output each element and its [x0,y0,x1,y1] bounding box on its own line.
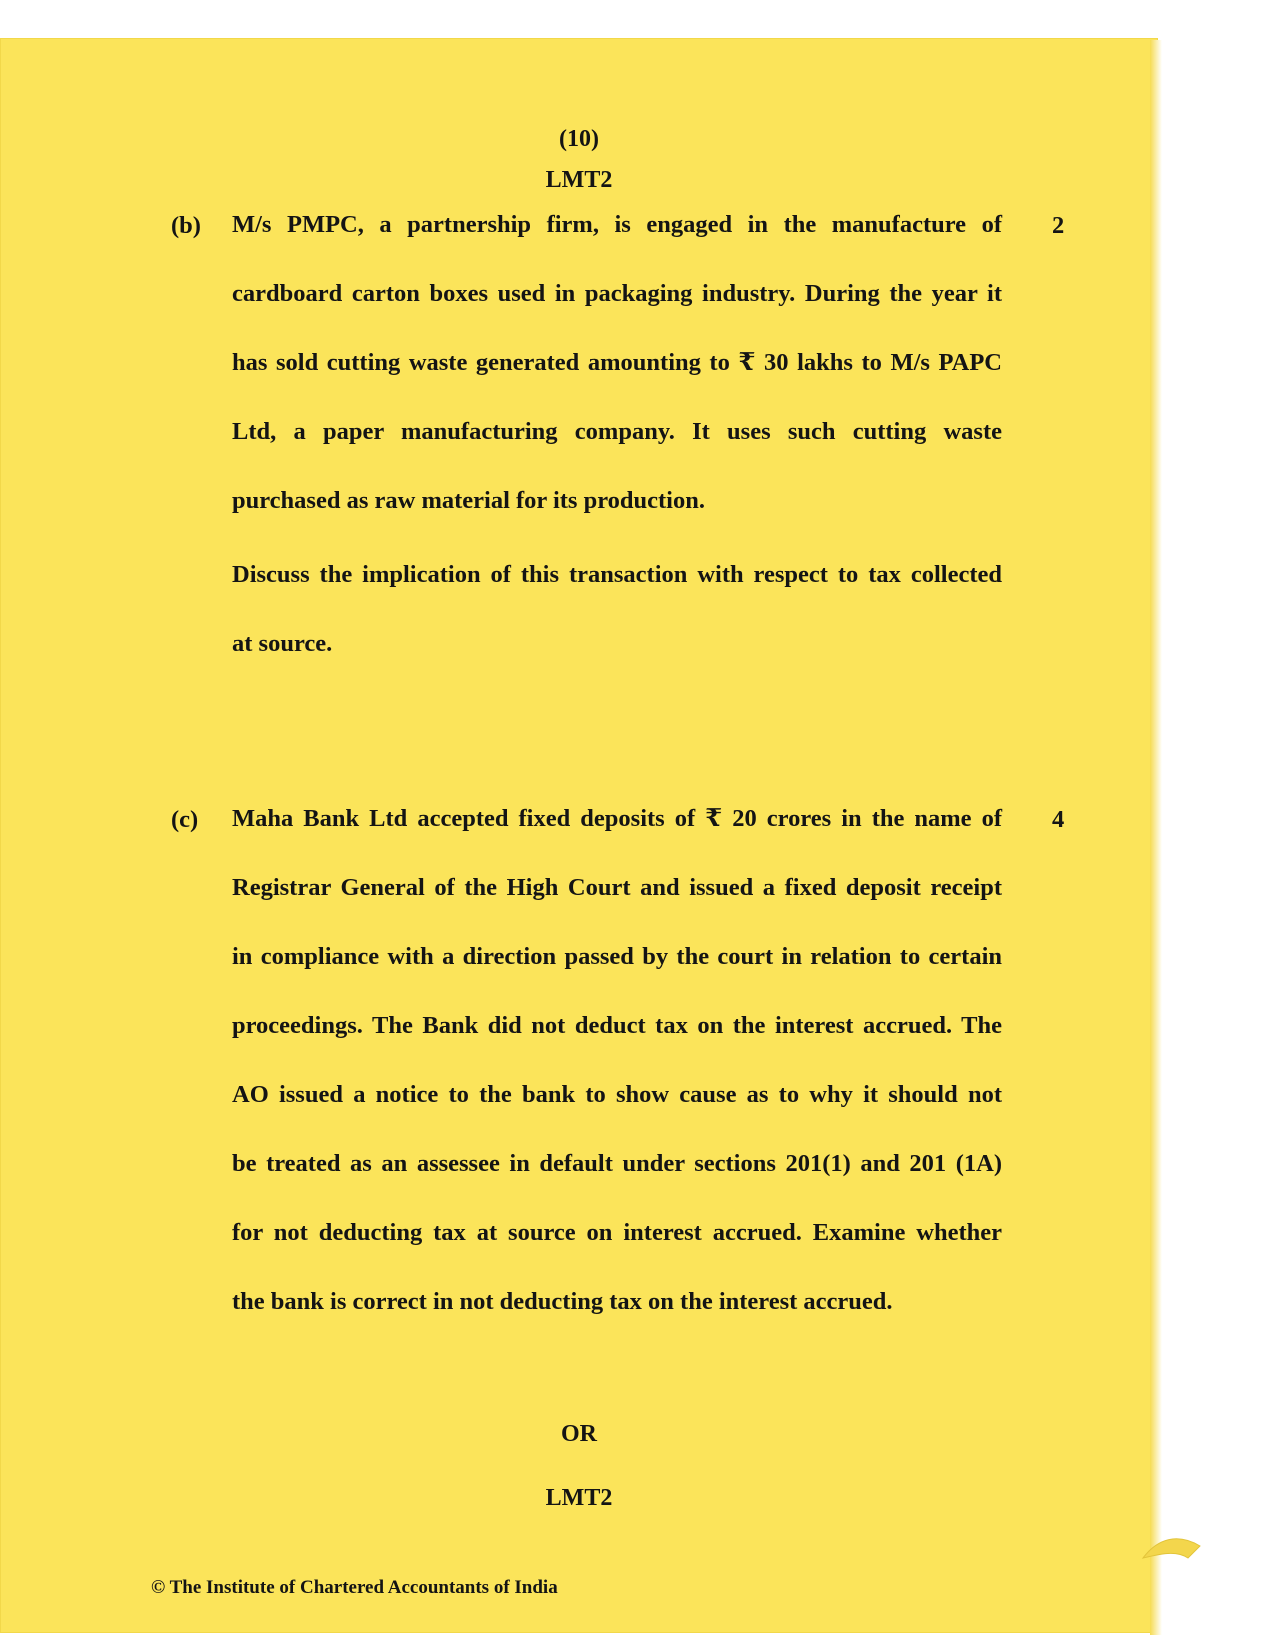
question-c-line: Maha Bank Ltd accepted fixed deposits of ₹ 20 crores in the name of [232,805,1002,832]
copyright-footer: © The Institute of Chartered Accountants of India [151,1577,558,1598]
question-c-line: in compliance with a direction passed by the court in relation to certain [232,943,1002,970]
question-b-discuss-line: at source. [232,630,333,657]
question-c-text [232,806,1002,1358]
question-b-label: (b) [171,212,201,239]
question-b-line: has sold cutting waste generated amounting to ₹ 30 lakhs to M/s PAPC [232,349,1002,376]
question-c-line: Registrar General of the High Court and issued a fixed deposit receipt [232,874,1002,901]
question-c-line: the bank is correct in not deducting tax on the interest accrued. [232,1288,893,1315]
paper-code-bottom: LMT2 [545,1485,613,1511]
question-b-discuss-line: Discuss the implication of this transaction with respect to tax collected [232,561,1002,588]
question-c-line: be treated as an assessee in default under sections 201(1) and 201 (1A) [232,1150,1002,1177]
page-number: (10) [559,126,599,152]
question-b-discuss [232,562,1002,700]
paper-code-top: LMT2 [545,167,613,193]
torn-corner-graphic [1138,1528,1208,1568]
question-c-line: proceedings. The Bank did not deduct tax on the interest accrued. The [232,1012,1002,1039]
question-c-line: AO issued a notice to the bank to show cause as to why it should not [232,1081,1002,1108]
question-c-line: for not deducting tax at source on interest accrued. Examine whether [232,1219,1002,1246]
question-c-label: (c) [171,806,199,833]
page-edge [1150,40,1162,1635]
question-b-text [232,212,1002,557]
or-separator: OR [561,1421,597,1447]
question-c-marks: 4 [1052,806,1065,833]
question-b-line: Ltd, a paper manufacturing company. It uses such cutting waste [232,418,1002,445]
question-b-line: purchased as raw material for its production. [232,487,705,514]
question-b-line: cardboard carton boxes used in packaging industry. During the year it [232,280,1002,307]
question-b-line: M/s PMPC, a partnership firm, is engaged in the manufacture of [232,211,1002,238]
question-b-marks: 2 [1052,212,1065,239]
